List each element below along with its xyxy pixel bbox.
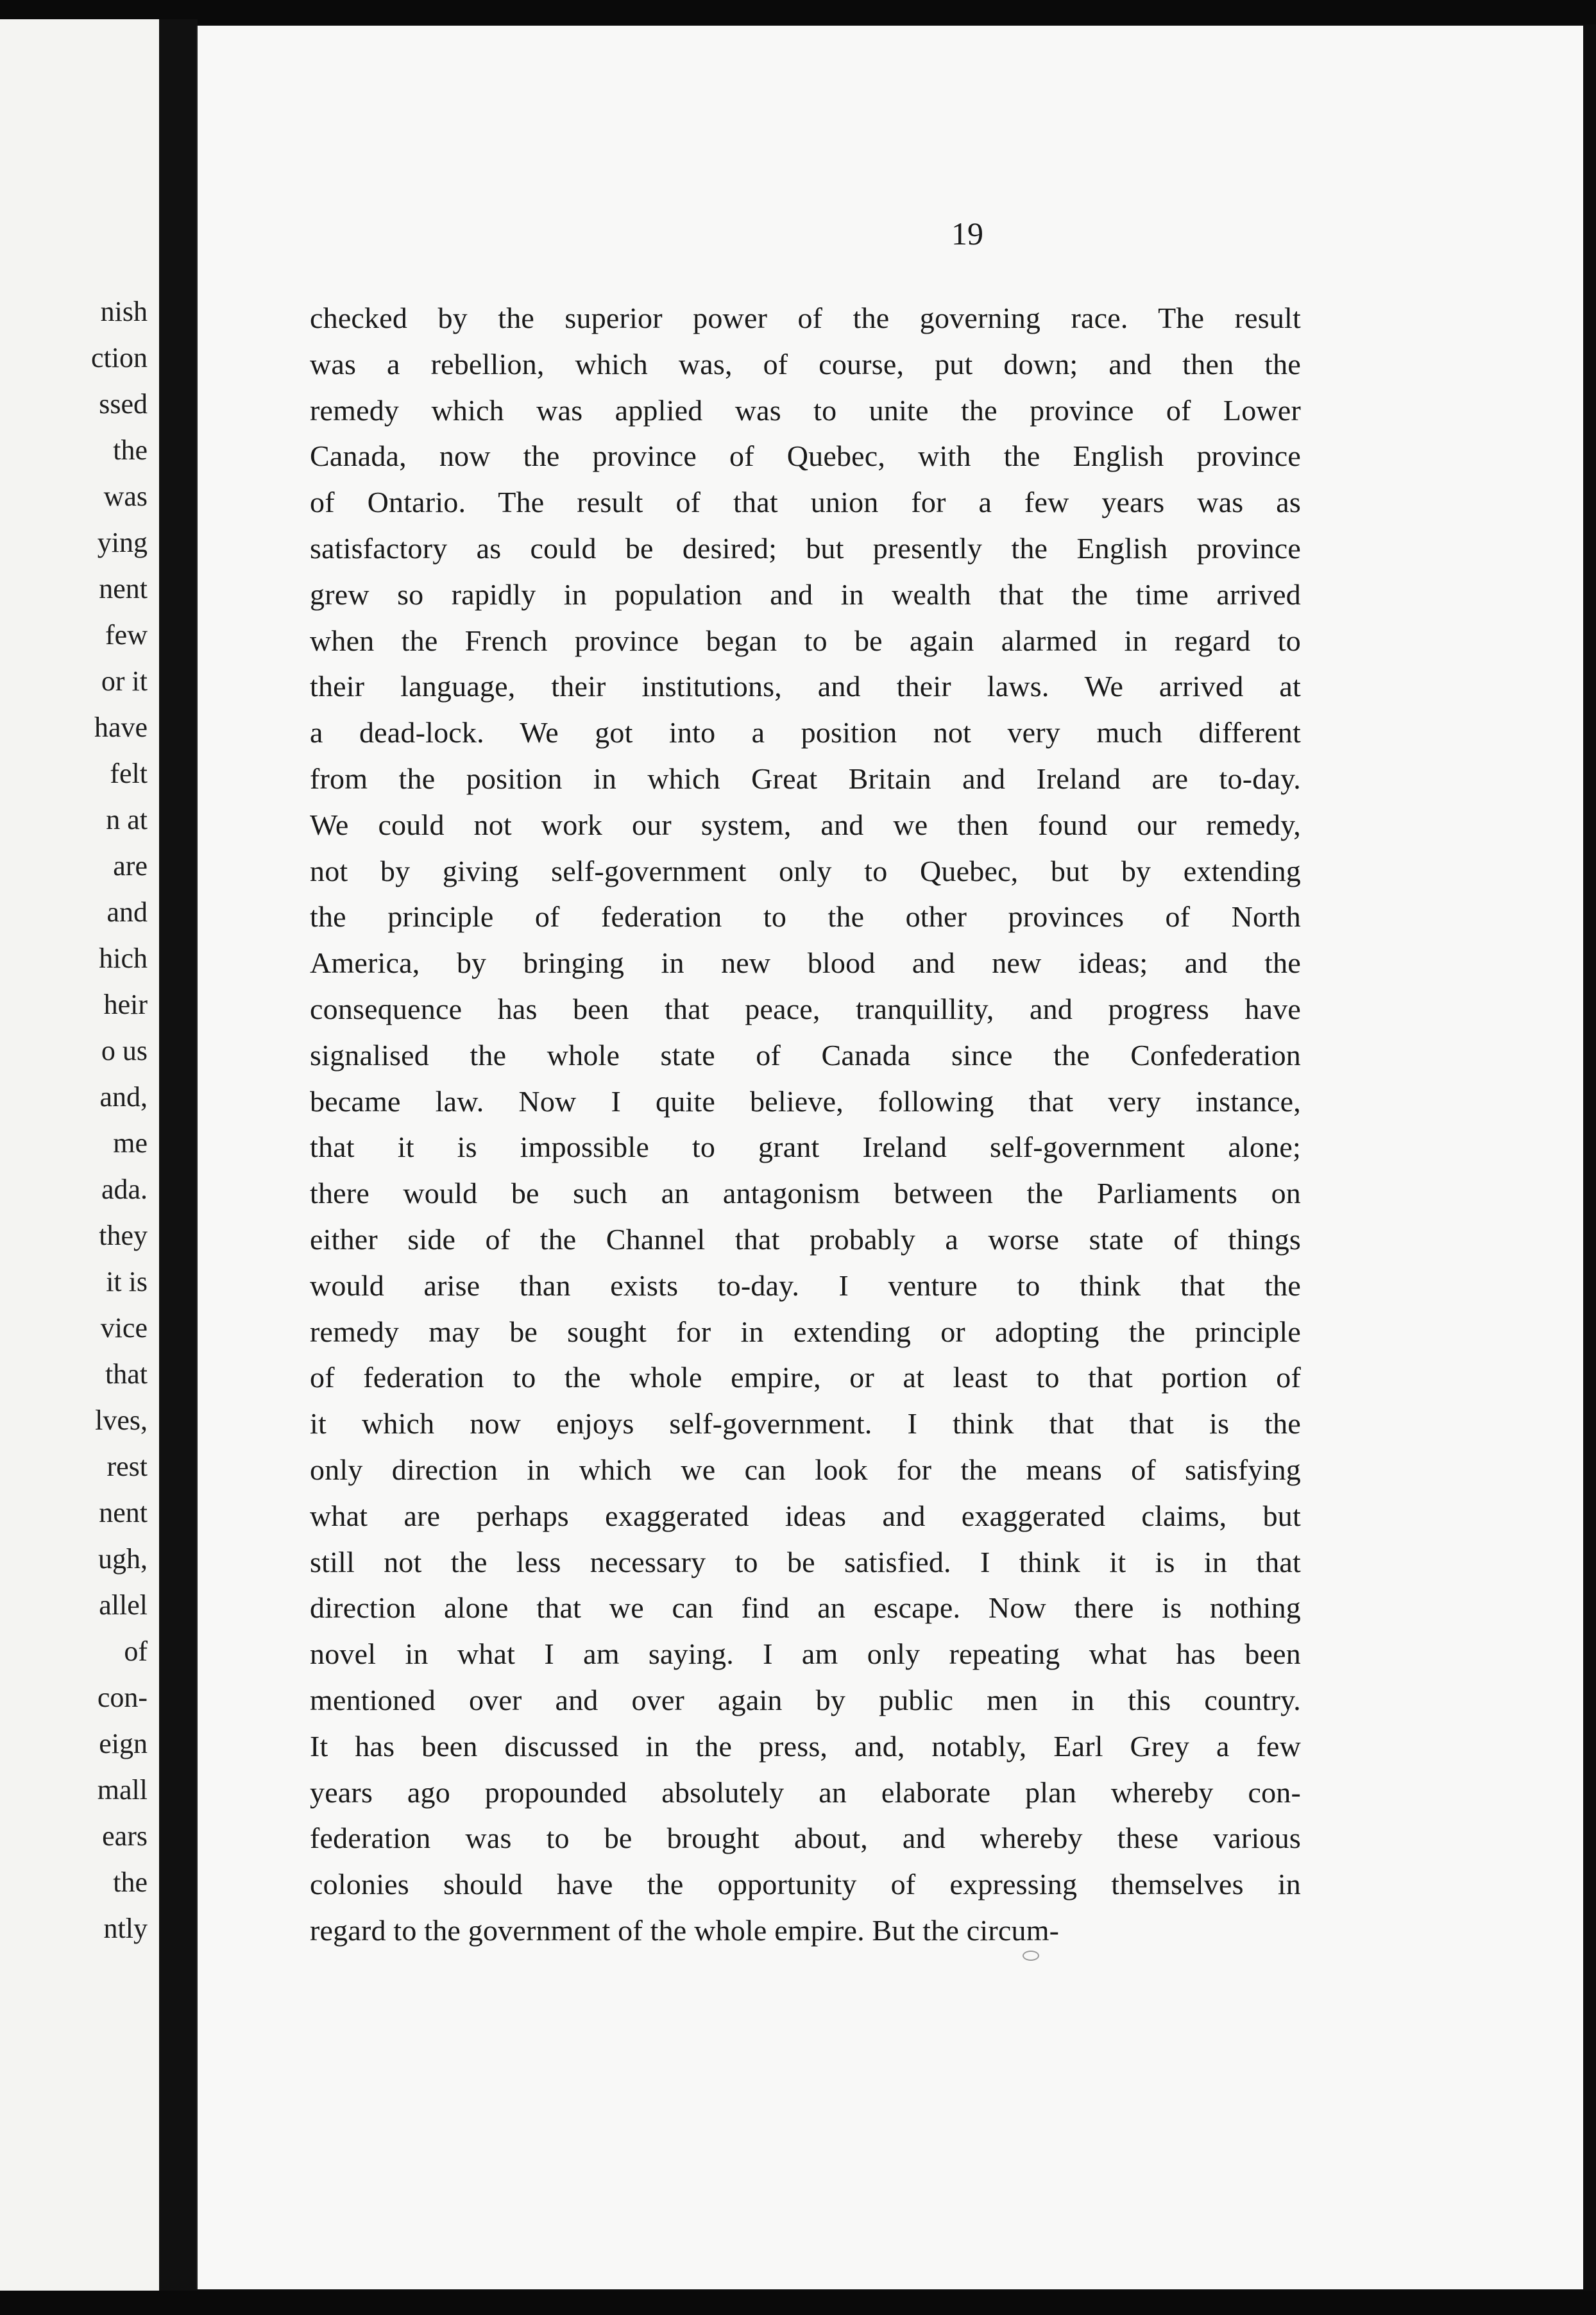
text-line: that it is impossible to grant Ireland self-government alone; xyxy=(310,1131,1301,1164)
left-page-text xyxy=(91,289,148,1952)
left-page-line-fragment: they xyxy=(99,1220,148,1251)
left-page-line-fragment: that xyxy=(105,1358,148,1390)
main-page xyxy=(196,26,1583,2289)
text-line: checked by the superior power of the governing race. The result xyxy=(310,302,1301,334)
text-line: America, by bringing in new blood and new ideas; and the xyxy=(310,946,1301,980)
text-line: their language, their institutions, and their laws. We arrived at xyxy=(310,670,1301,703)
text-line: still not the less necessary to be satisfied. I think it is in that xyxy=(310,1545,1301,1578)
left-page-line-fragment: was xyxy=(103,481,148,512)
text-line: colonies should have the opportunity of expressing themselves in xyxy=(310,1868,1301,1901)
text-line: a dead-lock. We got into a position not very much different xyxy=(310,716,1301,749)
left-page-line-fragment: the xyxy=(113,434,148,466)
left-page-line-fragment: nent xyxy=(99,573,148,604)
text-line: novel in what I am saying. I am only repeating what has been xyxy=(310,1637,1301,1671)
left-page-line-fragment: con- xyxy=(97,1682,148,1713)
text-line: It has been discussed in the press, and, notably, Earl Grey a few xyxy=(310,1729,1301,1763)
text-line: either side of the Channel that probably a worse state of things xyxy=(310,1222,1301,1256)
left-page-line-fragment: rest xyxy=(106,1451,148,1482)
left-page xyxy=(0,19,159,2291)
text-line: was a rebellion, which was, of course, put down; and then the xyxy=(310,347,1301,380)
left-page-line-fragment: heir xyxy=(103,989,148,1020)
left-page-line-fragment: of xyxy=(124,1636,148,1667)
body-text xyxy=(310,295,1301,1954)
text-line: only direction in which we can look for the means of satisfying xyxy=(310,1453,1301,1486)
text-line: became law. Now I quite believe, following that very instance, xyxy=(310,1084,1301,1118)
text-line: years ago propounded absolutely an elaborate plan whereby con- xyxy=(310,1775,1301,1809)
left-page-line-fragment: lves, xyxy=(95,1405,148,1436)
text-line: satisfactory as could be desired; but presently the English province xyxy=(310,531,1301,565)
left-page-line-fragment: few xyxy=(105,619,148,651)
text-line: of federation to the whole empire, or at least to that portion of xyxy=(310,1361,1301,1394)
left-page-line-fragment: n at xyxy=(106,804,148,835)
left-page-line-fragment: vice xyxy=(100,1312,148,1344)
text-line: from the position in which Great Britain and Ireland are to-day. xyxy=(310,762,1301,795)
left-page-line-fragment: ugh, xyxy=(98,1543,148,1575)
left-page-line-fragment: ntly xyxy=(103,1913,148,1944)
left-page-line-fragment: ssed xyxy=(99,388,148,420)
text-line: what are perhaps exaggerated ideas and exaggerated claims, but xyxy=(310,1499,1301,1532)
left-page-line-fragment: ada. xyxy=(101,1174,148,1205)
left-page-line-fragment: have xyxy=(94,712,148,743)
left-page-line-fragment: it is xyxy=(106,1266,148,1297)
text-line: there would be such an antagonism between the Parliaments on xyxy=(310,1177,1301,1210)
left-page-line-fragment: the xyxy=(113,1867,148,1898)
left-page-line-fragment: and xyxy=(106,896,148,928)
text-line: Canada, now the province of Quebec, with the English province xyxy=(310,440,1301,473)
text-line: not by giving self-government only to Quebec, but by extending xyxy=(310,854,1301,887)
text-line: We could not work our system, and we then found our remedy, xyxy=(310,808,1301,841)
page-number: 19 xyxy=(951,216,983,252)
text-line: of Ontario. The result of that union for a few years was as xyxy=(310,486,1301,519)
left-page-line-fragment: ying xyxy=(97,527,148,558)
text-line: regard to the government of the whole empire. But the circum- xyxy=(310,1913,1060,1947)
text-line: the principle of federation to the other provinces of North xyxy=(310,900,1301,934)
left-page-line-fragment: and, xyxy=(99,1081,148,1113)
scan-border-bottom xyxy=(0,2291,1596,2315)
left-page-line-fragment: nish xyxy=(100,296,148,327)
left-page-line-fragment: ction xyxy=(91,342,148,373)
text-line: remedy may be sought for in extending or adopting the principle xyxy=(310,1315,1301,1348)
left-page-line-fragment: ears xyxy=(102,1820,148,1852)
text-line: direction alone that we can find an escape. Now there is nothing xyxy=(310,1591,1301,1625)
text-line: grew so rapidly in population and in wealth that the time arrived xyxy=(310,577,1301,611)
scan-border-top xyxy=(0,0,1596,24)
text-line: mentioned over and over again by public men in this country. xyxy=(310,1683,1301,1716)
left-page-line-fragment: allel xyxy=(99,1589,148,1621)
text-line: it which now enjoys self-government. I think that that is the xyxy=(310,1407,1301,1440)
text-line: federation was to be brought about, and whereby these various xyxy=(310,1822,1301,1855)
text-line: would arise than exists to-day. I venture to think that the xyxy=(310,1269,1301,1302)
text-line: remedy which was applied was to unite the province of Lower xyxy=(310,393,1301,427)
text-line: consequence has been that peace, tranquillity, and progress have xyxy=(310,992,1301,1025)
left-page-line-fragment: o us xyxy=(101,1035,148,1066)
text-line: signalised the whole state of Canada since the Confederation xyxy=(310,1038,1301,1072)
book-gutter xyxy=(159,19,198,2291)
left-page-line-fragment: nent xyxy=(99,1497,148,1528)
left-page-line-fragment: me xyxy=(113,1127,148,1159)
left-page-line-fragment: mall xyxy=(97,1774,148,1806)
left-page-line-fragment: or it xyxy=(101,665,148,697)
left-page-line-fragment: are xyxy=(113,850,148,882)
left-page-line-fragment: eign xyxy=(99,1728,148,1759)
text-line: when the French province began to be again alarmed in regard to xyxy=(310,624,1301,657)
left-page-line-fragment: felt xyxy=(110,758,148,789)
paper-speck xyxy=(1023,1951,1039,1961)
left-page-line-fragment: hich xyxy=(99,943,148,974)
